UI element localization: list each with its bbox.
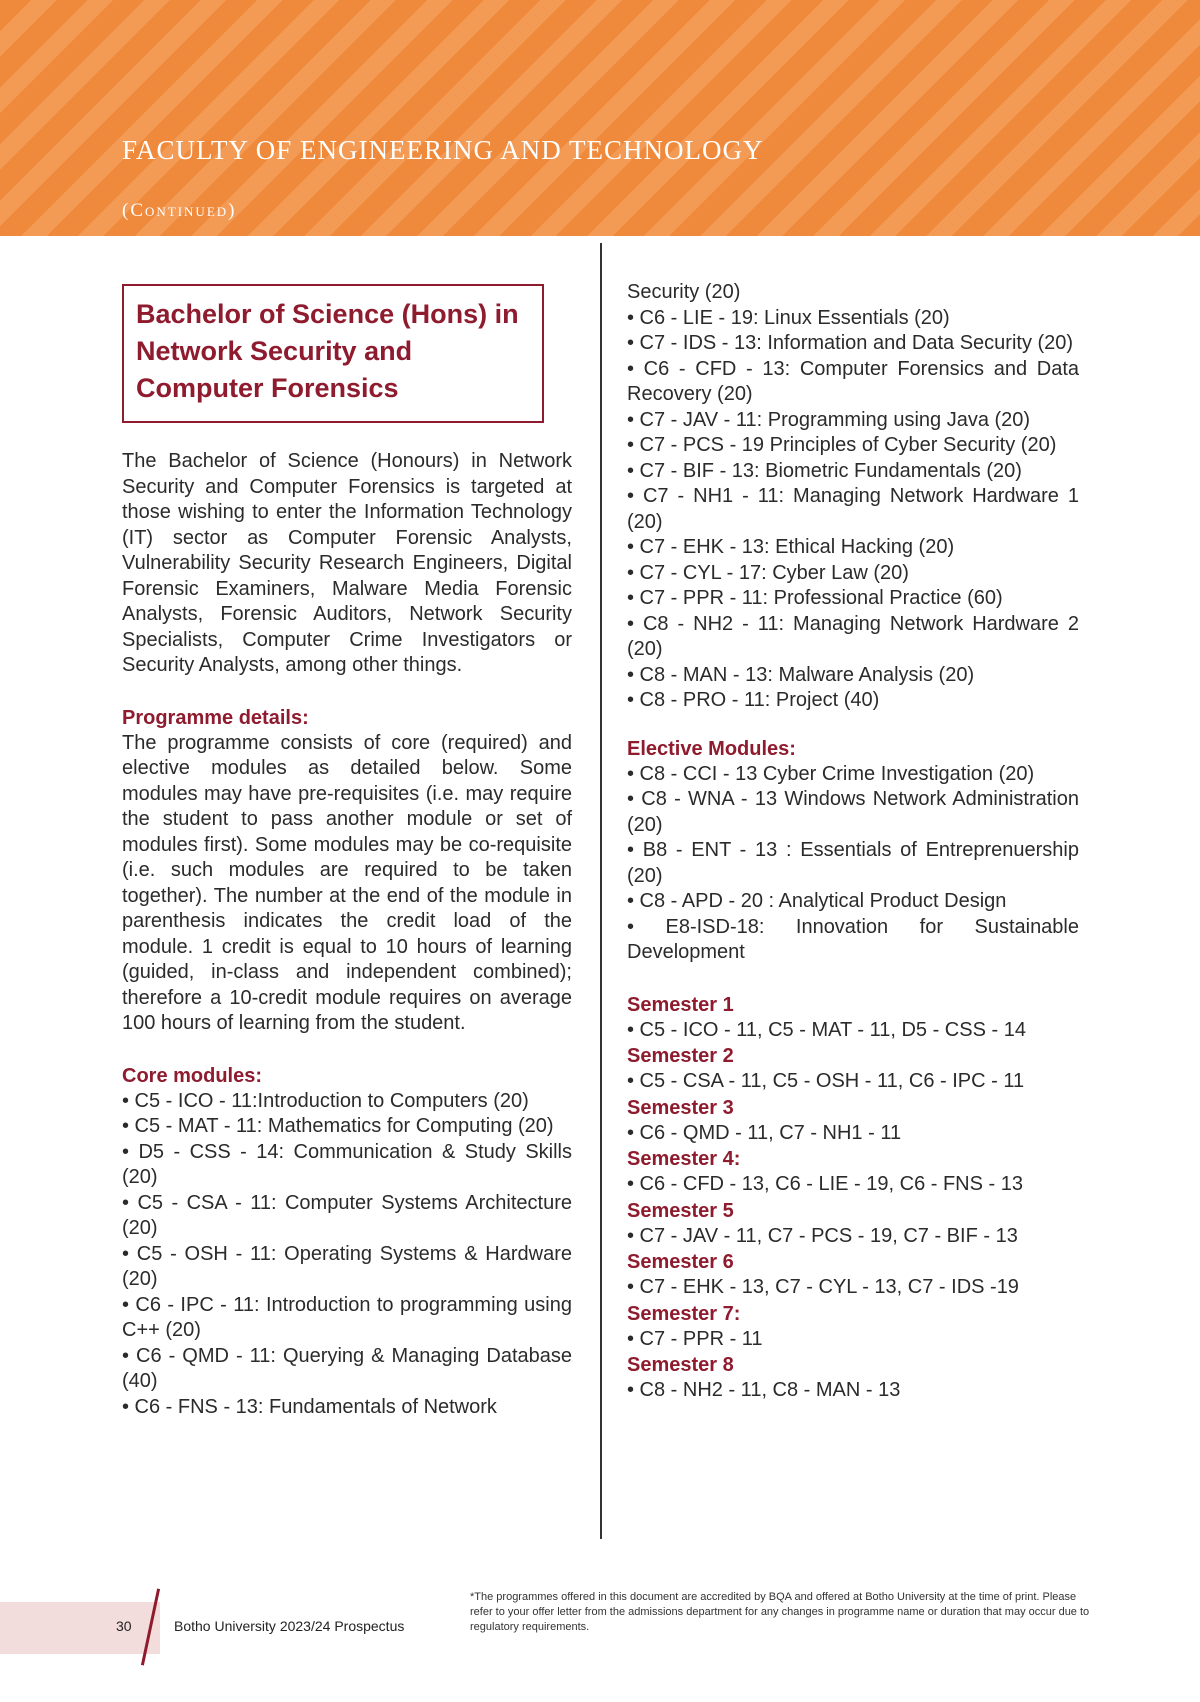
list-item: • C5 - OSH - 11: Operating Systems & Hardware (20) <box>122 1242 572 1290</box>
list-item: • C7 - EHK - 13: Ethical Hacking (20) <box>627 536 955 558</box>
core-modules-heading: Core modules: <box>122 1064 263 1087</box>
semester-heading: Semester 7: <box>627 1302 741 1325</box>
core-modules-list-right <box>627 280 1079 714</box>
list-item: • C7 - IDS - 13: Information and Data Security (20) <box>627 332 1074 354</box>
semester-heading: Semester 4: <box>627 1148 741 1170</box>
semester-modules: • C7 - PPR - 11 <box>627 1327 763 1350</box>
elective-modules-heading: Elective Modules: <box>627 737 796 760</box>
semester-modules: • C5 - CSA - 11, C5 - OSH - 11, C6 - IPC - 11 <box>627 1070 1025 1092</box>
semester-heading: Semester 8 <box>627 1354 734 1376</box>
list-item: • C8 - MAN - 13: Malware Analysis (20) <box>627 663 975 686</box>
footer-disclaimer: *The programmes offered in this document are accredited by BQA and offered at Botho University at the time of print. Please refer to your offer letter from the admissions department for any changes in programme name or duration that may occur due to regulatory requirements. <box>470 1591 1090 1633</box>
list-item: • C8 - WNA - 13 Windows Network Administration (20) <box>627 788 1079 836</box>
programme-details-heading: Programme details: <box>122 706 309 729</box>
semester-heading: Semester 6 <box>627 1251 734 1273</box>
list-item: • C7 - CYL - 17: Cyber Law (20) <box>627 561 909 584</box>
list-item: • C8 - CCI - 13 Cyber Crime Investigation (20) <box>627 762 1035 785</box>
programme-details-text: The programme consists of core (required) and elective modules as detailed below. Some modules may have pre-requisites (i.e. may require the student to pass another module or set of modules first). Some modules may be co-requisite (i.e. such modules are required to be taken together). The number at the end of the module in parenthesis indicates the credit load of the module. 1 credit is equal to 10 hours of learning (guided, in-class and independent combined); therefore a 10-credit module requires on average 100 hours of learning from the student. <box>122 731 572 1034</box>
semester-modules: • C5 - ICO - 11, C5 - MAT - 11, D5 - CSS - 14 <box>627 1018 1026 1041</box>
semester-modules: • C7 - EHK - 13, C7 - CYL - 13, C7 - IDS -19 <box>627 1276 1019 1298</box>
list-item: • E8-ISD-18: Innovation for Sustainable Development <box>627 915 1079 963</box>
header-banner <box>0 0 1200 236</box>
list-item: • C7 - PPR - 11: Professional Practice (60) <box>627 587 1003 609</box>
semester-modules: • C6 - CFD - 13, C6 - LIE - 19, C6 - FNS - 13 <box>627 1173 1023 1195</box>
list-item: • C5 - ICO - 11:Introduction to Computers (20) <box>122 1089 529 1112</box>
list-item: • C6 - FNS - 13: Fundamentals of Network <box>122 1395 497 1418</box>
semester-heading: Semester 2 <box>627 1045 734 1067</box>
list-item: • C7 - BIF - 13: Biometric Fundamentals (20) <box>627 459 1022 482</box>
elective-modules-list <box>627 762 1079 966</box>
list-item: • C7 - NH1 - 11: Managing Network Hardware 1 (20) <box>627 485 1079 533</box>
list-item: • C8 - PRO - 11: Project (40) <box>627 689 880 711</box>
semester-schedule <box>627 992 1079 1404</box>
list-item: • D5 - CSS - 14: Communication & Study Skills (20) <box>122 1140 572 1188</box>
list-item: • C6 - IPC - 11: Introduction to programming using C++ (20) <box>122 1293 572 1341</box>
list-item: • C6 - LIE - 19: Linux Essentials (20) <box>627 306 950 329</box>
list-item: Security (20) <box>627 281 741 303</box>
programme-title-box <box>122 284 544 423</box>
page-number: 30 <box>116 1618 132 1634</box>
faculty-subtitle: (Continued) <box>122 200 237 221</box>
faculty-title: FACULTY OF ENGINEERING AND TECHNOLOGY <box>122 135 764 165</box>
semester-modules: • C8 - NH2 - 11, C8 - MAN - 13 <box>627 1379 901 1401</box>
semester-modules: • C6 - QMD - 11, C7 - NH1 - 11 <box>627 1121 902 1144</box>
list-item: • C7 - PCS - 19 Principles of Cyber Security (20) <box>627 434 1057 456</box>
semester-heading: Semester 1 <box>627 993 734 1016</box>
programme-title: Bachelor of Science (Hons) in Network Security and Computer Forensics <box>136 299 519 403</box>
list-item: • C6 - QMD - 11: Querying & Managing Database (40) <box>122 1344 572 1392</box>
list-item: • C8 - NH2 - 11: Managing Network Hardware 2 (20) <box>627 612 1079 660</box>
list-item: • C7 - JAV - 11: Programming using Java (20) <box>627 408 1031 431</box>
left-column <box>122 284 572 1420</box>
list-item: • C8 - APD - 20 : Analytical Product Design <box>627 890 1007 912</box>
column-divider <box>600 243 602 1539</box>
semester-modules: • C7 - JAV - 11, C7 - PCS - 19, C7 - BIF - 13 <box>627 1224 1018 1247</box>
list-item: • C5 - MAT - 11: Mathematics for Computing (20) <box>122 1115 554 1137</box>
semester-heading: Semester 3 <box>627 1096 734 1119</box>
right-column <box>627 280 1079 1404</box>
programme-intro: The Bachelor of Science (Honours) in Network Security and Computer Forensics is targeted at those wishing to enter the Information Technology (IT) sector as Computer Forensic Analysts, Vulnerability Security Research Engineers, Digital Forensic Examiners, Malware Media Forensic Analysts, Forensic Auditors, Network Security Specialists, Computer Crime Investigators or Security Analysts, among other things. <box>122 450 572 676</box>
list-item: • B8 - ENT - 13 : Essentials of Entreprenuership (20) <box>627 839 1079 887</box>
semester-heading: Semester 5 <box>627 1199 734 1222</box>
list-item: • C5 - CSA - 11: Computer Systems Architecture (20) <box>122 1191 572 1239</box>
list-item: • C6 - CFD - 13: Computer Forensics and Data Recovery (20) <box>627 357 1079 405</box>
publication-title: Botho University 2023/24 Prospectus <box>174 1618 405 1634</box>
footer-band <box>0 1602 160 1654</box>
core-modules-list-left <box>122 1089 572 1421</box>
